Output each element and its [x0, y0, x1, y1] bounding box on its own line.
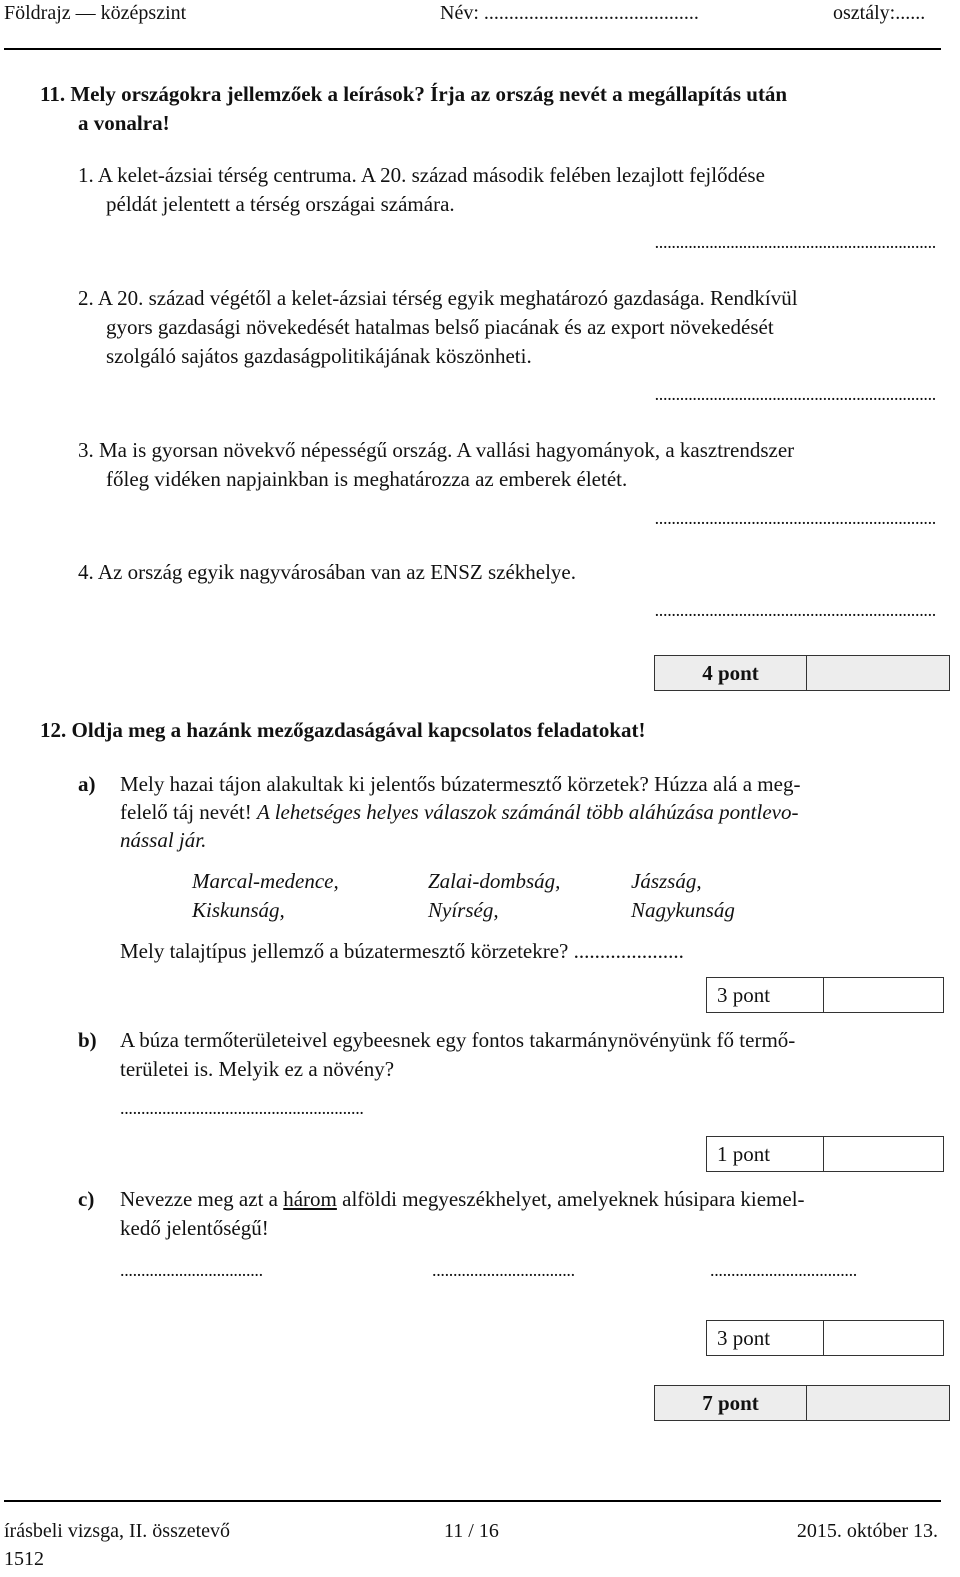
q11-item4-answer-line[interactable]: ................................................................... [654, 600, 936, 620]
footer-exam-label: írásbeli vizsga, II. összetevő [4, 1520, 231, 1542]
q11-item1-answer-line[interactable]: ................................................................... [654, 232, 936, 252]
q11-score-cell[interactable] [807, 656, 949, 690]
q12a-option-nyirseg[interactable]: Nyírség, [428, 898, 499, 922]
footer-page-number: 11 / 16 [444, 1520, 499, 1542]
q12c-line1-before: Nevezze meg azt a [120, 1187, 284, 1211]
q12a-option-nagykunsag[interactable]: Nagykunság [631, 898, 735, 922]
q12a-option-marcal-medence[interactable]: Marcal-medence, [192, 869, 339, 893]
footer-rule [4, 1500, 941, 1502]
q11-item4-line1: 4. Az ország egyik nagyvárosában van az ENSZ székhelye. [78, 560, 576, 584]
q12c-line1-underlined: három [283, 1187, 337, 1211]
q12a-score-cell[interactable] [824, 978, 943, 1012]
footer-exam-code: 1512 [4, 1548, 44, 1570]
q12c-points-label: 3 pont [707, 1321, 824, 1355]
q11-item2-line3: szolgáló sajátos gazdaságpolitikájának köszönheti. [106, 344, 532, 368]
q12a-line1: Mely hazai tájon alakultak ki jelentős búzatermesztő körzetek? Húzza alá a meg- [120, 772, 801, 796]
q12-total-score-cell[interactable] [807, 1386, 949, 1420]
q12c-score-box [706, 1320, 944, 1356]
q12a-soil-question[interactable]: Mely talajtípus jellemző a búzatermesztő körzetekre? ..................... [120, 939, 684, 963]
q12a-option-kiskunsag[interactable]: Kiskunság, [192, 898, 285, 922]
q12b-label: b) [78, 1028, 97, 1052]
q12c-line1 [120, 1187, 805, 1212]
q12b-line1: A búza termőterületeivel egybeesnek egy fontos takarmánynövényünk fő termő- [120, 1028, 796, 1052]
q12b-score-cell[interactable] [824, 1137, 943, 1171]
q12-total-points-label: 7 pont [655, 1386, 807, 1420]
q12c-answer-line-2[interactable]: .................................. [432, 1260, 575, 1280]
header-subject: Földrajz — középszint [4, 2, 187, 24]
q11-item3-line1: 3. Ma is gyorsan növekvő népességű ország. A vallási hagyományok, a kasztrendszer [78, 438, 795, 462]
q12b-score-box [706, 1136, 944, 1172]
q12a-label: a) [78, 772, 96, 796]
q11-item2-answer-line[interactable]: ................................................................... [654, 384, 936, 404]
q11-title-line2: a vonalra! [78, 111, 170, 135]
q12c-line1-after: alföldi megyeszékhelyet, amelyeknek húsipara kiemel- [336, 1187, 805, 1211]
q11-points-label: 4 pont [655, 656, 807, 690]
q11-item3-line2: főleg vidéken napjainkban is meghatározza az emberek életét. [106, 467, 628, 491]
q12c-answer-line-1[interactable]: .................................. [120, 1260, 263, 1280]
q11-item2-line2: gyors gazdasági növekedését hatalmas belső piacának és az export növekedését [106, 315, 774, 339]
q12c-score-cell[interactable] [824, 1321, 943, 1355]
q12a-line2 [120, 800, 798, 825]
q12-total-score-box [654, 1385, 950, 1421]
q12c-label: c) [78, 1187, 95, 1211]
q12a-option-zalai-dombsag[interactable]: Zalai-dombság, [428, 869, 561, 893]
q12a-score-box [706, 977, 944, 1013]
q12b-answer-line[interactable]: .......................................................... [120, 1098, 364, 1118]
q12c-answer-line-3[interactable]: ................................... [710, 1260, 858, 1280]
q12a-option-jaszsag[interactable]: Jászság, [631, 869, 702, 893]
q12a-line3-instruction: nással jár. [120, 828, 207, 852]
q12a-points-label: 3 pont [707, 978, 824, 1012]
q12b-points-label: 1 pont [707, 1137, 824, 1171]
q12-title: 12. Oldja meg a hazánk mezőgazdaságával kapcsolatos feladatokat! [40, 718, 646, 742]
q12a-line2-instruction: A lehetséges helyes válaszok számánál több aláhúzása pontlevo- [257, 800, 799, 824]
q11-item1-line2: példát jelentett a térség országai számára. [106, 192, 455, 216]
q11-item3-answer-line[interactable]: ................................................................... [654, 508, 936, 528]
header-rule [4, 48, 941, 50]
header-name-field: Név: ........................................... [440, 2, 699, 24]
header-class-field: osztály:...... [833, 2, 926, 24]
footer-date: 2015. október 13. [796, 1520, 938, 1542]
q12c-line2: kedő jelentőségű! [120, 1216, 269, 1240]
q11-title-line1: 11. Mely országokra jellemzőek a leírások? Írja az ország nevét a megállapítás után [40, 82, 788, 106]
q12b-line2: területei is. Melyik ez a növény? [120, 1057, 395, 1081]
q12a-line2-text: felelő táj nevét! [120, 800, 258, 824]
q11-item2-line1: 2. A 20. század végétől a kelet-ázsiai térség egyik meghatározó gazdasága. Rendkívül [78, 286, 798, 310]
q11-score-box [654, 655, 950, 691]
q11-item1-line1: 1. A kelet-ázsiai térség centruma. A 20. század második felében lezajlott fejlődése [78, 163, 765, 187]
